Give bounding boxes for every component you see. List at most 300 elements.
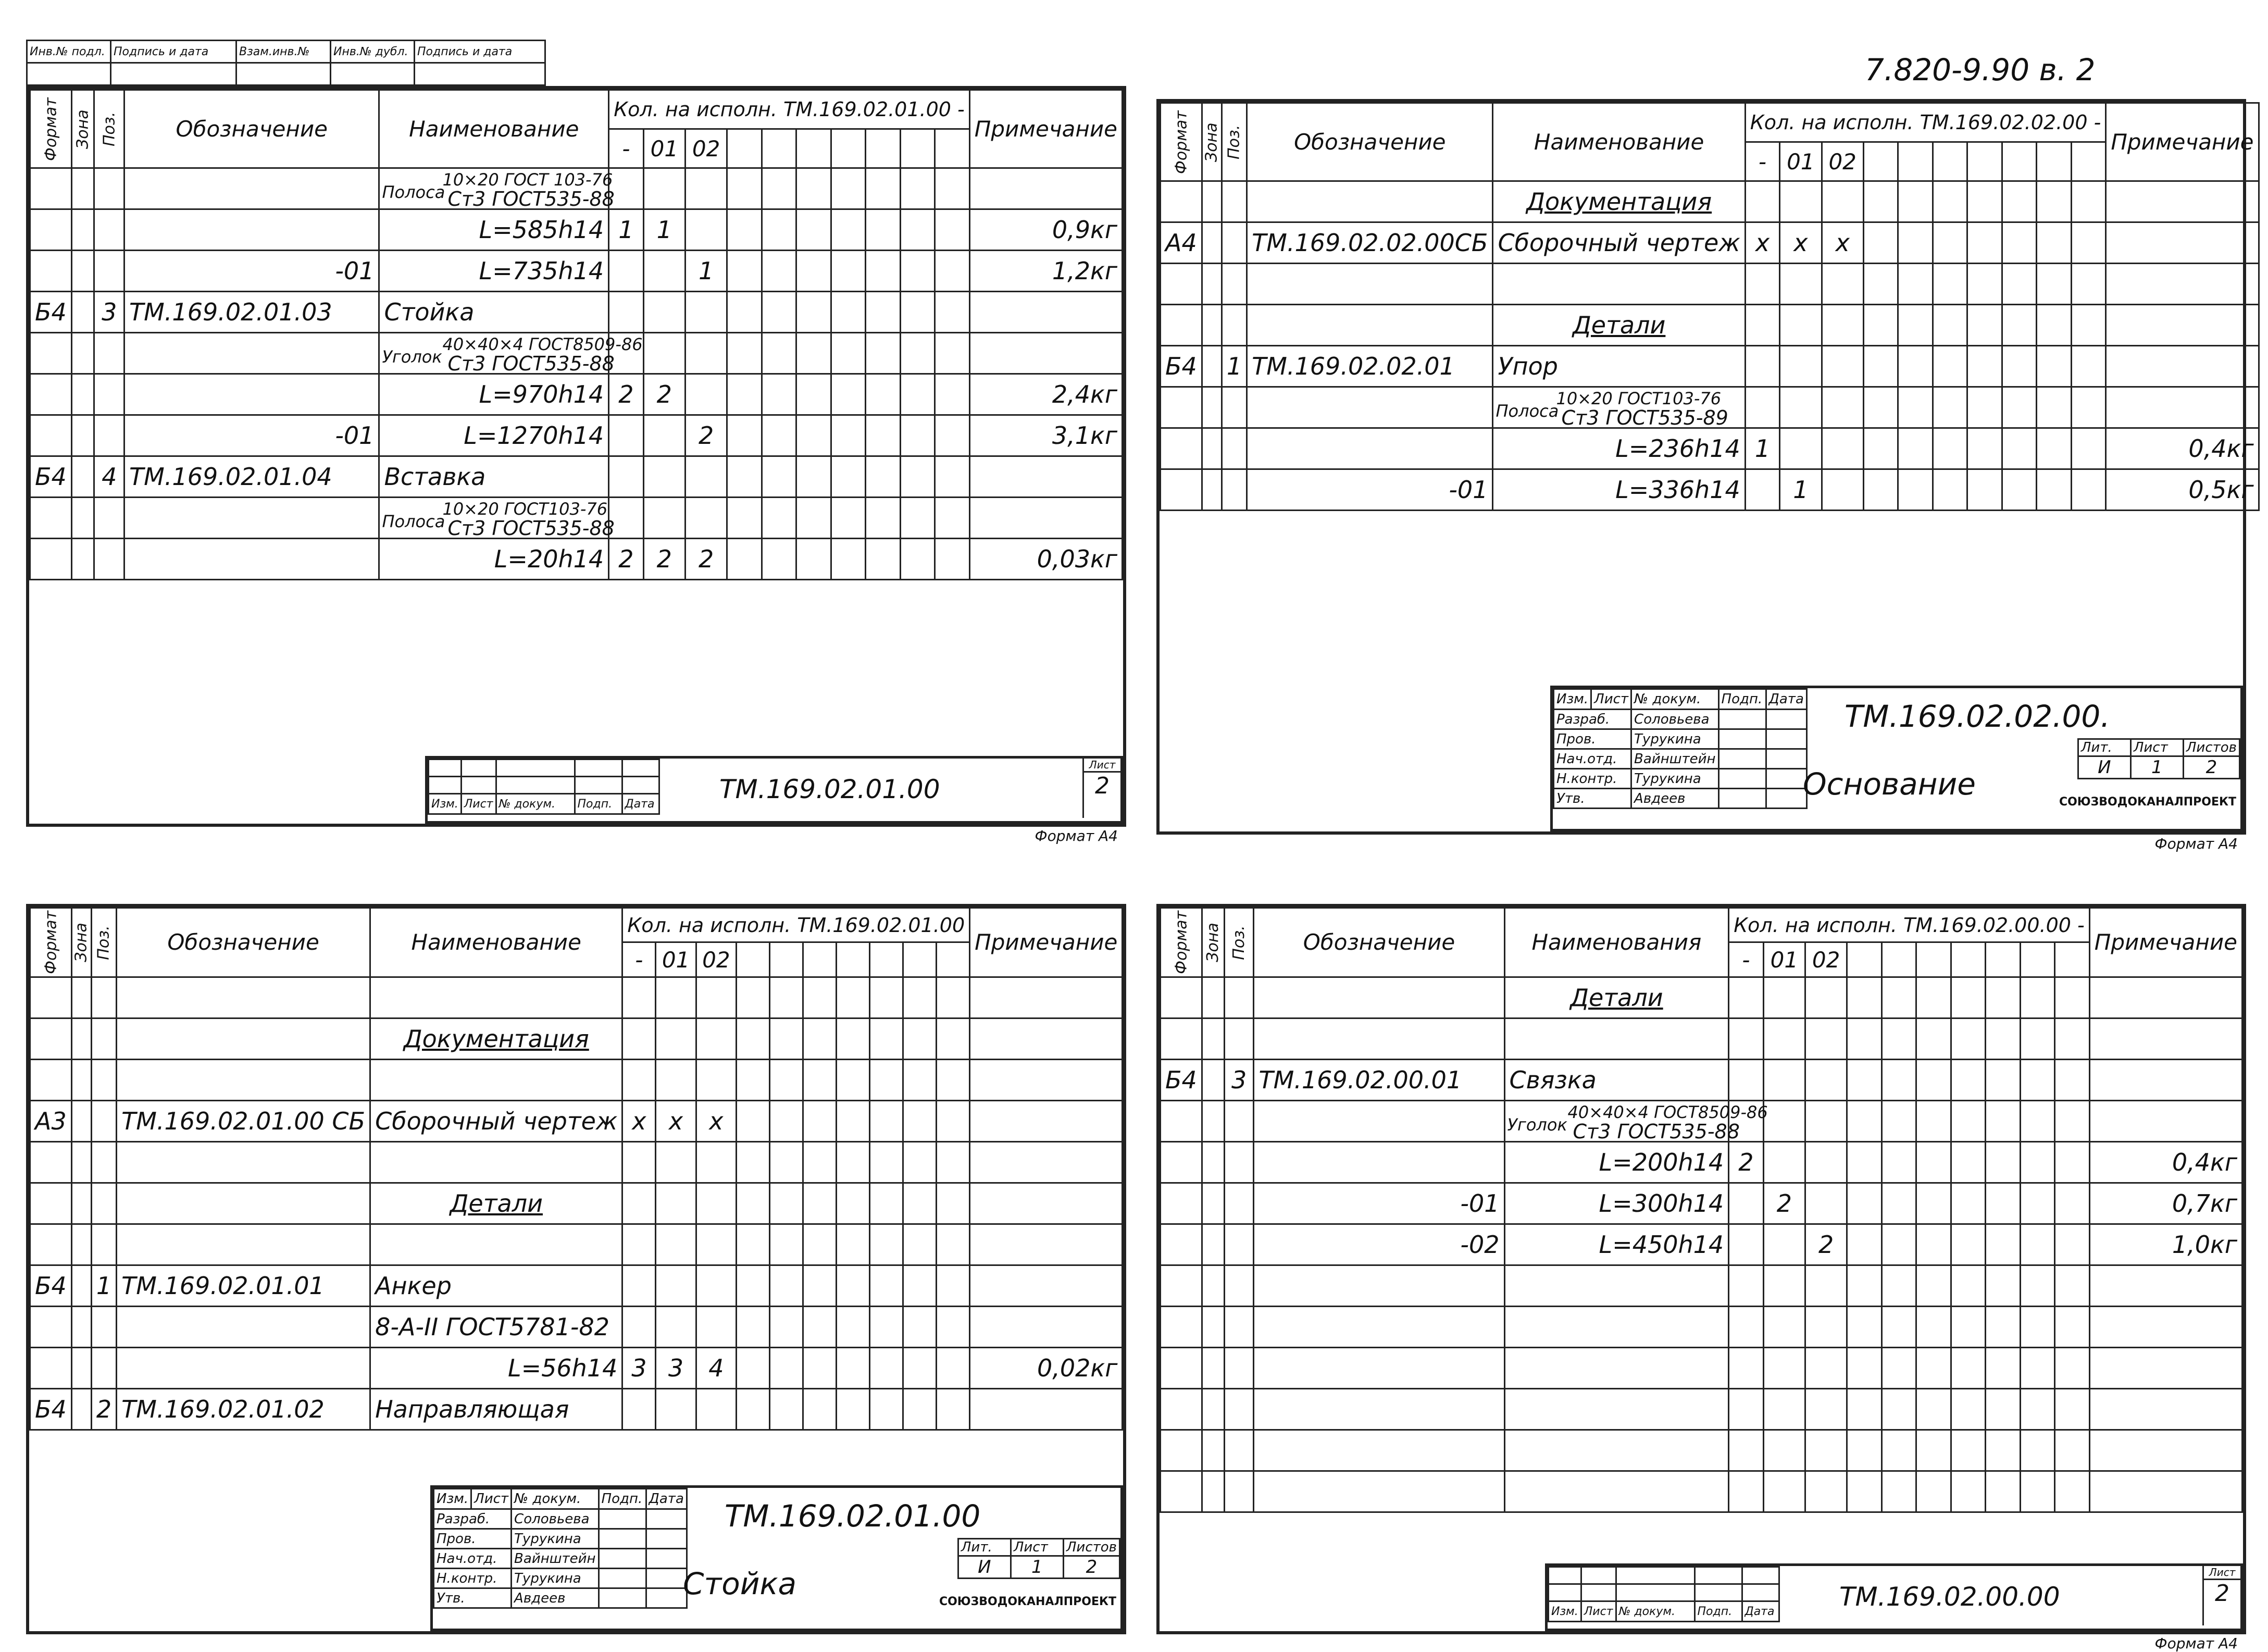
person-cell: Турукина: [512, 1569, 599, 1588]
format-cell: [30, 415, 72, 456]
qty-base: 1: [1745, 428, 1779, 469]
variant-empty: [831, 129, 865, 168]
qty-empty: [2020, 1100, 2054, 1141]
table-row: [1161, 264, 2259, 305]
qty-02: [696, 1141, 736, 1183]
signature-cell: [599, 1569, 646, 1588]
qty-empty: [1898, 222, 1933, 264]
variant-02: 02: [685, 129, 727, 168]
date-cell: [1766, 769, 1806, 789]
qty-01: [1780, 264, 1822, 305]
pos-cell: [1222, 264, 1247, 305]
note-cell: [969, 292, 1122, 333]
qty-empty: [1898, 428, 1933, 469]
drawing-code: ТМ.169.02.00.00: [1839, 1582, 2060, 1612]
qty-empty: [900, 251, 934, 292]
qty-empty: [2020, 1059, 2054, 1100]
variant-02: 02: [1822, 142, 1863, 181]
qty-empty: [1847, 1059, 1881, 1100]
note-cell: [970, 1388, 1123, 1430]
qty-empty: [870, 977, 903, 1018]
title-block: [1550, 686, 2243, 831]
qty-empty: [727, 498, 762, 539]
pos-header: Поз.: [94, 90, 124, 168]
qty-01: [656, 1183, 696, 1224]
variant-empty: [2020, 942, 2054, 977]
pos-cell: [1222, 305, 1247, 346]
person-cell: Соловьева: [512, 1509, 599, 1529]
stamp-col-header: Дата: [1766, 689, 1806, 710]
qty-base: [622, 1388, 656, 1430]
role-cell: Нач.отд.: [434, 1549, 512, 1569]
qty-empty: [770, 977, 803, 1018]
qty-02: [685, 374, 727, 415]
table-row: [30, 1059, 1123, 1100]
qty-base: [1729, 1018, 1763, 1059]
name-cell: L=200h14: [1504, 1141, 1729, 1183]
qty-empty: [837, 1265, 870, 1306]
qty-empty: [1847, 1183, 1881, 1224]
note-cell: [970, 977, 1123, 1018]
qty-empty: [837, 1100, 870, 1141]
qty-empty: [762, 333, 796, 374]
qty-empty: [1881, 1183, 1916, 1224]
designation-header: Обозначение: [1254, 908, 1504, 977]
stamp-col-header: Лист: [471, 1489, 512, 1509]
table-row: [30, 374, 1123, 415]
format-cell: [1161, 1183, 1202, 1224]
table-row: [30, 168, 1123, 209]
qty-empty: [935, 251, 970, 292]
pos-header: Поз.: [1224, 908, 1254, 977]
zone-cell: [1202, 1018, 1224, 1059]
designation-cell: -01: [124, 251, 379, 292]
stamp-col-header: Подп.: [1718, 689, 1766, 710]
pos-cell: 3: [94, 292, 124, 333]
qty-01: [1763, 1059, 1805, 1100]
date-cell: [646, 1588, 687, 1608]
pos-cell: [94, 415, 124, 456]
note-cell: [2089, 1347, 2242, 1388]
qty-01: [656, 1388, 696, 1430]
qty-empty: [2071, 428, 2106, 469]
table-row: [1161, 1183, 2242, 1224]
table-row: [1161, 977, 2242, 1018]
qty-empty: [900, 333, 934, 374]
qty-empty: [2071, 264, 2106, 305]
pos-cell: 1: [1222, 346, 1247, 387]
pos-cell: [94, 168, 124, 209]
stamp-col-header: № докум.: [1616, 1601, 1694, 1622]
format-header: Формат: [30, 908, 72, 977]
qty-01: [656, 1306, 696, 1347]
qty-empty: [935, 168, 970, 209]
person-cell: Турукина: [1631, 769, 1719, 789]
pos-cell: [91, 977, 116, 1018]
name-cell: [1493, 264, 1745, 305]
qty-empty: [2055, 977, 2090, 1018]
drawing-code: ТМ.169.02.01.00: [725, 1498, 981, 1534]
table-row: [1161, 428, 2259, 469]
material-gost: 10×20 ГОСТ103-76: [1556, 389, 1722, 408]
qty-02: 4: [696, 1347, 736, 1388]
format-cell: [30, 1347, 72, 1388]
signature-cell: [599, 1588, 646, 1608]
qty-01: 1: [1780, 469, 1822, 511]
designation-cell: [124, 209, 379, 251]
qty-empty: [770, 1265, 803, 1306]
qty-01: х: [656, 1100, 696, 1141]
qty-01: [643, 498, 685, 539]
qty-empty: [770, 1018, 803, 1059]
qty-empty: [937, 1347, 970, 1388]
variant-01: 01: [656, 942, 696, 977]
stamp-col-header: № докум.: [496, 794, 575, 814]
qty-empty: [727, 456, 762, 498]
qty-02: [1822, 264, 1863, 305]
qty-empty: [1847, 1347, 1881, 1388]
material-type: Уголок: [1507, 1114, 1567, 1135]
qty-empty: [900, 539, 934, 580]
qty-empty: [2002, 305, 2036, 346]
qty-empty: [870, 1100, 903, 1141]
qty-empty: [903, 1100, 937, 1141]
name-cell: Направляющая: [370, 1388, 622, 1430]
material-steel: Ст3 ГОСТ535-88: [447, 517, 615, 540]
name-cell: Анкер: [370, 1265, 622, 1306]
zone-cell: [71, 251, 94, 292]
sheet-info: [957, 1538, 1120, 1579]
designation-cell: [1247, 428, 1493, 469]
table-row: [30, 498, 1123, 539]
qty-empty: [1986, 977, 2020, 1018]
qty-02: [1805, 1306, 1847, 1347]
note-cell: [2106, 222, 2259, 264]
qty-empty: [1863, 264, 1898, 305]
pos-cell: [1222, 428, 1247, 469]
qty-empty: [1986, 1018, 2020, 1059]
qty-01: [656, 1018, 696, 1059]
table-row: [1161, 1388, 2242, 1430]
qty-01: [1763, 1141, 1805, 1183]
designation-cell: ТМ.169.02.00.01: [1254, 1059, 1504, 1100]
info-header: Лист: [2130, 739, 2183, 756]
format-cell: [30, 1018, 72, 1059]
qty-empty: [1986, 1224, 2020, 1265]
qty-01: [1763, 1224, 1805, 1265]
qty-empty: [937, 1059, 970, 1100]
variant-empty: [870, 942, 903, 977]
qty-01: [1780, 346, 1822, 387]
qty-empty: [1951, 1141, 1985, 1183]
note-cell: [970, 1224, 1123, 1265]
qty-02: [1805, 1388, 1847, 1430]
qty-empty: [1933, 305, 1967, 346]
table-row: [1161, 1306, 2242, 1347]
qty-empty: [2037, 387, 2071, 428]
qty-empty: [736, 1100, 769, 1141]
qty-empty: [870, 1265, 903, 1306]
signature-cell: [599, 1509, 646, 1529]
variant-empty: [1933, 142, 1967, 181]
table-row: [1161, 181, 2259, 222]
format-cell: [30, 1183, 72, 1224]
variant-base: -: [1729, 942, 1763, 977]
format-cell: [30, 1224, 72, 1265]
qty-empty: [2055, 1388, 2090, 1430]
qty-header: Кол. на исполн. ТМ.169.02.01.00: [622, 908, 970, 942]
pos-cell: [91, 1183, 116, 1224]
table-row: [30, 292, 1123, 333]
qty-empty: [736, 1265, 769, 1306]
qty-empty: [727, 168, 762, 209]
zone-cell: [71, 292, 94, 333]
qty-02: [1822, 428, 1863, 469]
stamp-col-header: Лист: [1581, 1601, 1616, 1622]
qty-empty: [796, 539, 831, 580]
name-cell: [379, 498, 615, 540]
variant-empty: [935, 129, 970, 168]
qty-empty: [1847, 1141, 1881, 1183]
pos-cell: 2: [91, 1388, 116, 1430]
qty-02: [696, 1224, 736, 1265]
note-header: Примечание: [969, 90, 1122, 168]
note-header: Примечание: [970, 908, 1123, 977]
designation-cell: -02: [1254, 1224, 1504, 1265]
qty-empty: [770, 1059, 803, 1100]
format-cell: [30, 333, 72, 374]
qty-empty: [903, 1224, 937, 1265]
org-name: СОЮЗВОДОКАНАЛПРОЕКТ: [939, 1595, 1116, 1608]
date-cell: [1766, 710, 1806, 729]
pos-cell: [1224, 1388, 1254, 1430]
qty-empty: [866, 168, 900, 209]
variant-01: 01: [1763, 942, 1805, 977]
qty-empty: [1916, 1224, 1951, 1265]
note-cell: [969, 168, 1122, 209]
qty-empty: [1986, 1471, 2020, 1512]
zone-cell: [1202, 346, 1222, 387]
qty-empty: [1847, 1430, 1881, 1471]
name-cell: L=236h14: [1493, 428, 1745, 469]
note-cell: [2089, 1059, 2242, 1100]
name-cell: L=336h14: [1493, 469, 1745, 511]
qty-empty: [937, 1265, 970, 1306]
variant-empty: [727, 129, 762, 168]
qty-empty: [937, 1100, 970, 1141]
zone-cell: [71, 1265, 91, 1306]
qty-empty: [2020, 1471, 2054, 1512]
qty-empty: [870, 1306, 903, 1347]
designation-cell: -01: [1247, 469, 1493, 511]
drawing-code: ТМ.169.02.01.00: [719, 774, 940, 804]
material-type: Полоса: [382, 512, 445, 531]
qty-empty: [1933, 181, 1967, 222]
name-cell: [1504, 1347, 1729, 1388]
zone-cell: [1202, 1388, 1224, 1430]
name-cell: Вставка: [379, 456, 609, 498]
format-cell: [1161, 1265, 1202, 1306]
qty-empty: [762, 498, 796, 539]
qty-empty: [1881, 1388, 1916, 1430]
zone-header: Зона: [71, 90, 94, 168]
qty-empty: [903, 977, 937, 1018]
qty-empty: [903, 1306, 937, 1347]
qty-01: [1763, 1306, 1805, 1347]
qty-empty: [831, 498, 865, 539]
qty-empty: [866, 292, 900, 333]
qty-base: [1729, 1471, 1763, 1512]
pos-cell: [94, 333, 124, 374]
qty-empty: [727, 415, 762, 456]
qty-02: [1805, 1183, 1847, 1224]
zone-cell: [1202, 977, 1224, 1018]
qty-empty: [903, 1018, 937, 1059]
qty-empty: [1916, 1141, 1951, 1183]
qty-02: х: [1822, 222, 1863, 264]
qty-empty: [770, 1224, 803, 1265]
qty-base: [1745, 181, 1779, 222]
qty-empty: [1881, 1018, 1916, 1059]
qty-empty: [1986, 1388, 2020, 1430]
stamp-col-header: Изм.: [429, 794, 462, 814]
qty-empty: [1951, 1018, 1985, 1059]
material-steel: Ст3 ГОСТ535-88: [447, 352, 615, 375]
name-cell: [1504, 1265, 1729, 1306]
qty-empty: [736, 1183, 769, 1224]
pos-cell: [1222, 222, 1247, 264]
pos-cell: [1224, 1265, 1254, 1306]
qty-empty: [870, 1347, 903, 1388]
designation-cell: [124, 498, 379, 539]
qty-empty: [831, 456, 865, 498]
qty-empty: [866, 539, 900, 580]
format-cell: [30, 539, 72, 580]
designation-header: Обозначение: [1247, 103, 1493, 181]
designation-cell: [117, 1347, 370, 1388]
table-row: [1161, 1430, 2242, 1471]
zone-cell: [71, 1059, 91, 1100]
qty-empty: [727, 251, 762, 292]
table-row: [30, 1347, 1123, 1388]
qty-empty: [1916, 1388, 1951, 1430]
designation-header: Обозначение: [124, 90, 379, 168]
qty-empty: [796, 333, 831, 374]
qty-02: [1805, 977, 1847, 1018]
stamp-col-header: Изм.: [1554, 689, 1591, 710]
designation-cell: [1247, 264, 1493, 305]
table-row: [30, 539, 1123, 580]
name-cell: Сборочный чертеж: [1493, 222, 1745, 264]
pos-cell: 1: [91, 1265, 116, 1306]
pos-cell: [1222, 387, 1247, 428]
variant-base: -: [609, 129, 643, 168]
qty-01: [656, 1059, 696, 1100]
spec-sheet-4: [1156, 904, 2246, 1652]
stamp-col-header: Дата: [646, 1489, 687, 1509]
designation-cell: [1254, 1018, 1504, 1059]
qty-empty: [1916, 1430, 1951, 1471]
format-cell: [1161, 1388, 1202, 1430]
qty-02: [1805, 1430, 1847, 1471]
qty-empty: [762, 456, 796, 498]
role-cell: Разраб.: [434, 1509, 512, 1529]
qty-empty: [837, 977, 870, 1018]
name-cell: [370, 1224, 622, 1265]
qty-base: [609, 251, 643, 292]
table-row: [30, 251, 1123, 292]
qty-empty: [935, 539, 970, 580]
qty-base: [1729, 1347, 1763, 1388]
strip-cell: Взам.инв.№: [236, 41, 331, 63]
qty-02: [1822, 305, 1863, 346]
zone-cell: [1202, 1306, 1224, 1347]
zone-cell: [1202, 387, 1222, 428]
format-cell: [1161, 428, 1202, 469]
qty-empty: [1951, 1430, 1985, 1471]
designation-cell: [117, 1224, 370, 1265]
zone-cell: [71, 977, 91, 1018]
qty-empty: [2020, 977, 2054, 1018]
zone-cell: [1202, 1183, 1224, 1224]
qty-empty: [1847, 1306, 1881, 1347]
qty-02: [696, 1183, 736, 1224]
zone-cell: [71, 1306, 91, 1347]
qty-empty: [803, 1018, 837, 1059]
qty-empty: [831, 292, 865, 333]
qty-01: [643, 168, 685, 209]
qty-empty: [1863, 181, 1898, 222]
qty-empty: [935, 292, 970, 333]
variant-empty: [837, 942, 870, 977]
table-row: [30, 209, 1123, 251]
info-value: 1: [1011, 1556, 1063, 1579]
qty-empty: [1916, 1018, 1951, 1059]
qty-empty: [837, 1347, 870, 1388]
qty-empty: [2055, 1265, 2090, 1306]
qty-empty: [727, 333, 762, 374]
pos-cell: [94, 539, 124, 580]
qty-empty: [1881, 1265, 1916, 1306]
page-number: 7.820-9.90 в. 2: [1865, 52, 2096, 88]
qty-empty: [1916, 1100, 1951, 1141]
qty-base: [622, 1018, 656, 1059]
format-label: Формат А4: [2154, 835, 2238, 852]
qty-base: [622, 1183, 656, 1224]
qty-base: [622, 1306, 656, 1347]
note-cell: [2089, 1388, 2242, 1430]
qty-base: [1745, 346, 1779, 387]
qty-02: [1822, 346, 1863, 387]
variant-empty: [1916, 942, 1951, 977]
qty-empty: [1986, 1183, 2020, 1224]
material-steel: Ст3 ГОСТ535-88: [1573, 1120, 1740, 1143]
material-gost: 40×40×4 ГОСТ8509-86: [442, 334, 643, 354]
qty-empty: [796, 415, 831, 456]
variant-empty: [796, 129, 831, 168]
format-cell: Б4: [1161, 1059, 1202, 1100]
qty-empty: [903, 1347, 937, 1388]
variant-empty: [762, 129, 796, 168]
note-cell: [970, 1100, 1123, 1141]
qty-base: [1729, 1265, 1763, 1306]
qty-empty: [831, 415, 865, 456]
drawing-code: ТМ.169.02.02.00.: [1845, 699, 2110, 734]
name-cell: [1504, 1388, 1729, 1430]
qty-empty: [1863, 222, 1898, 264]
qty-empty: [831, 251, 865, 292]
qty-empty: [935, 415, 970, 456]
